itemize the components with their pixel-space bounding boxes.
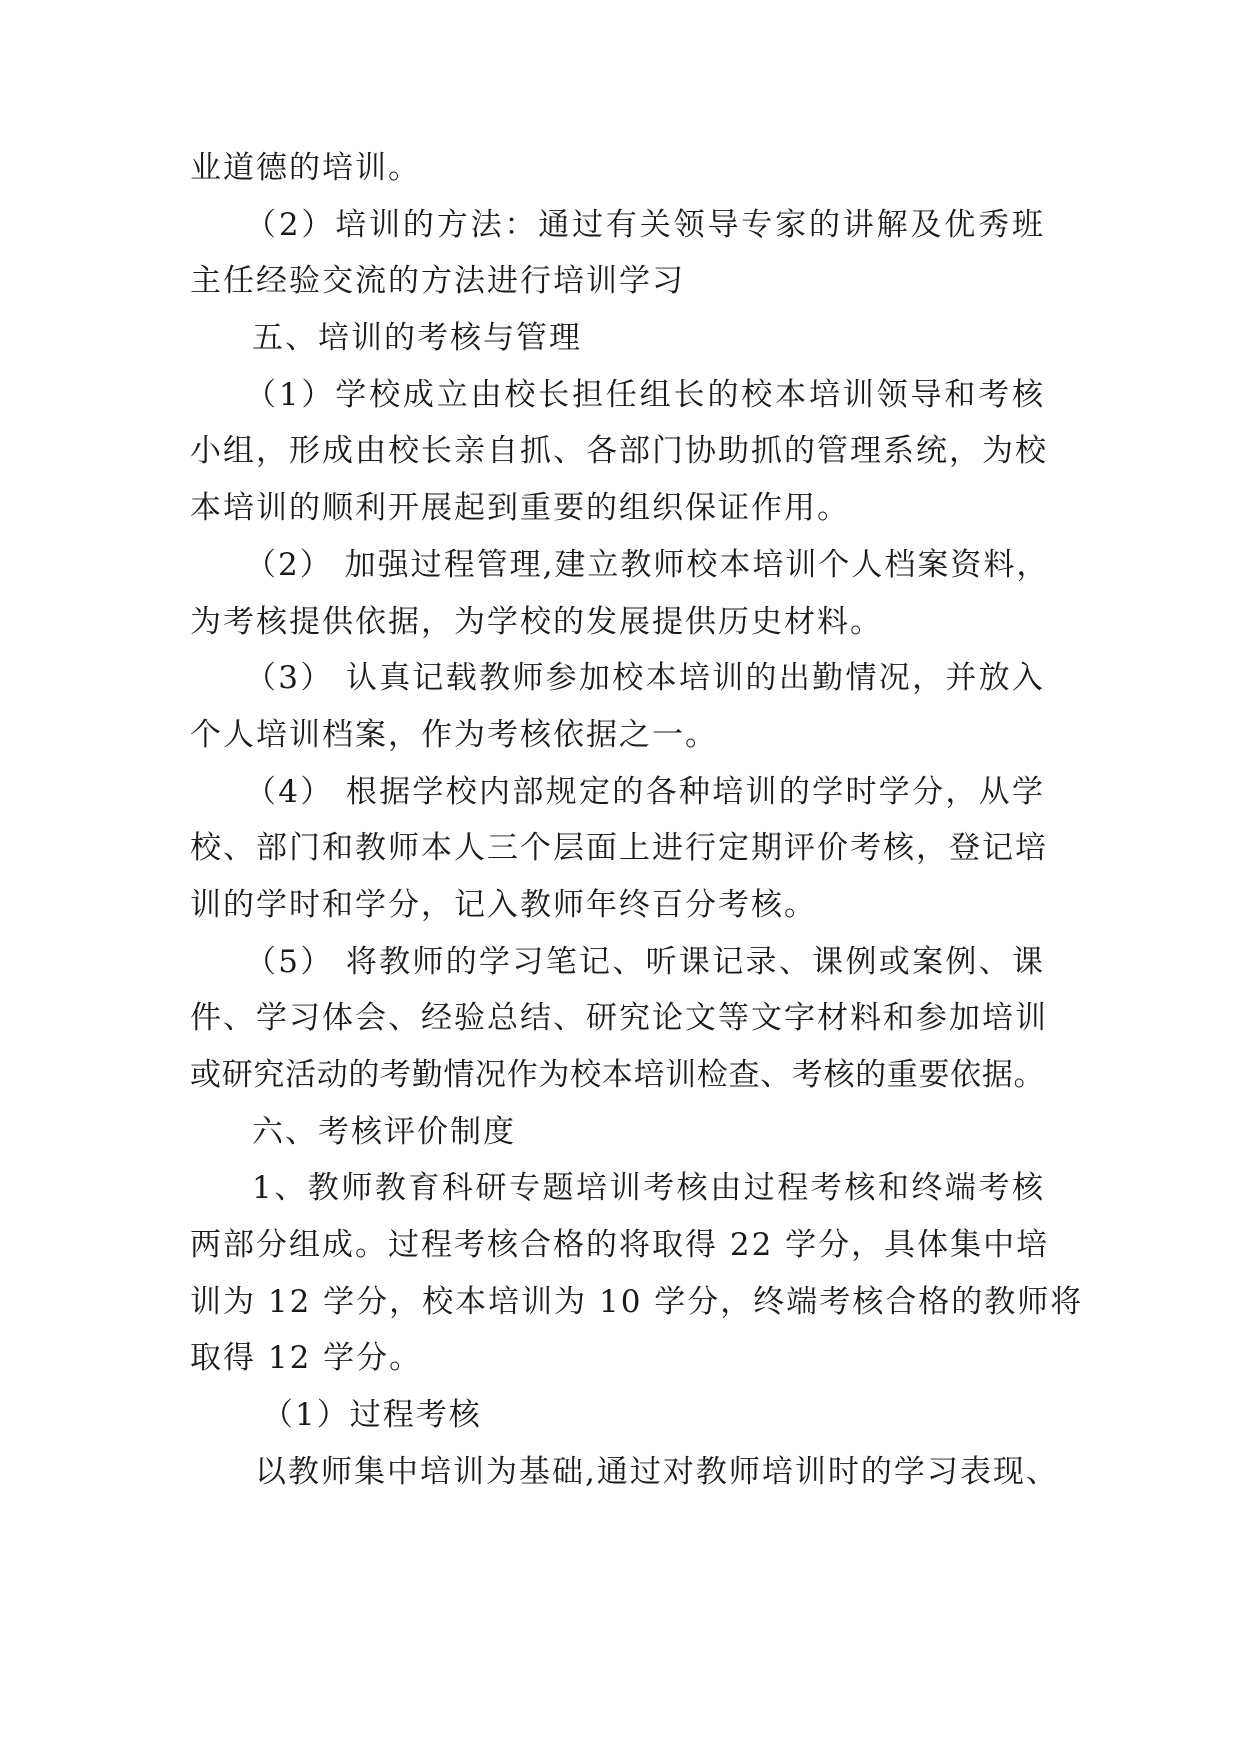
- text-line: 训为 12 学分，校本培训为 10 学分，终端考核合格的教师将: [190, 1284, 1084, 1320]
- section-heading: 六、考核评价制度: [252, 1114, 516, 1150]
- text-line: （1）学校成立由校长担任组长的校本培训领导和考核: [245, 377, 1045, 413]
- text-line: 以教师集中培训为基础,通过对教师培训时的学习表现、: [255, 1454, 1059, 1490]
- text-line: 1、教师教育科研专题培训考核由过程考核和终端考核: [252, 1170, 1045, 1206]
- text-line: （2）培训的方法：通过有关领导专家的讲解及优秀班: [245, 207, 1045, 243]
- text-line: （2） 加强过程管理,建立教师校本培训个人档案资料，: [245, 547, 1050, 583]
- text-line: 校、部门和教师本人三个层面上进行定期评价考核，登记培: [190, 830, 1048, 866]
- text-line: 件、学习体会、经验总结、研究论文等文字材料和参加培训: [190, 1000, 1048, 1036]
- text-line: （5） 将教师的学习笔记、听课记录、课例或案例、课: [245, 944, 1045, 980]
- text-line: 个人培训档案，作为考核依据之一。: [190, 717, 718, 753]
- text-line: 或研究活动的考勤情况作为校本培训检查、考核的重要依据。: [190, 1057, 1045, 1093]
- text-line: 主任经验交流的方法进行培训学习: [190, 263, 685, 299]
- text-line: 为考核提供依据，为学校的发展提供历史材料。: [190, 604, 883, 640]
- text-line: 业道德的培训。: [190, 150, 421, 186]
- text-line: 小组，形成由校长亲自抓、各部门协助抓的管理系统，为校: [190, 433, 1048, 469]
- text-line: 本培训的顺利开展起到重要的组织保证作用。: [190, 490, 850, 526]
- subsection-heading: （1）过程考核: [262, 1397, 482, 1433]
- text-line: （3） 认真记载教师参加校本培训的出勤情况，并放入: [245, 660, 1045, 696]
- text-line: 两部分组成。过程考核合格的将取得 22 学分，具体集中培: [190, 1227, 1050, 1263]
- text-line: 取得 12 学分。: [190, 1340, 423, 1376]
- text-line: （4） 根据学校内部规定的各种培训的学时学分，从学: [245, 774, 1045, 810]
- section-heading: 五、培训的考核与管理: [252, 320, 582, 356]
- text-line: 训的学时和学分，记入教师年终百分考核。: [190, 887, 817, 923]
